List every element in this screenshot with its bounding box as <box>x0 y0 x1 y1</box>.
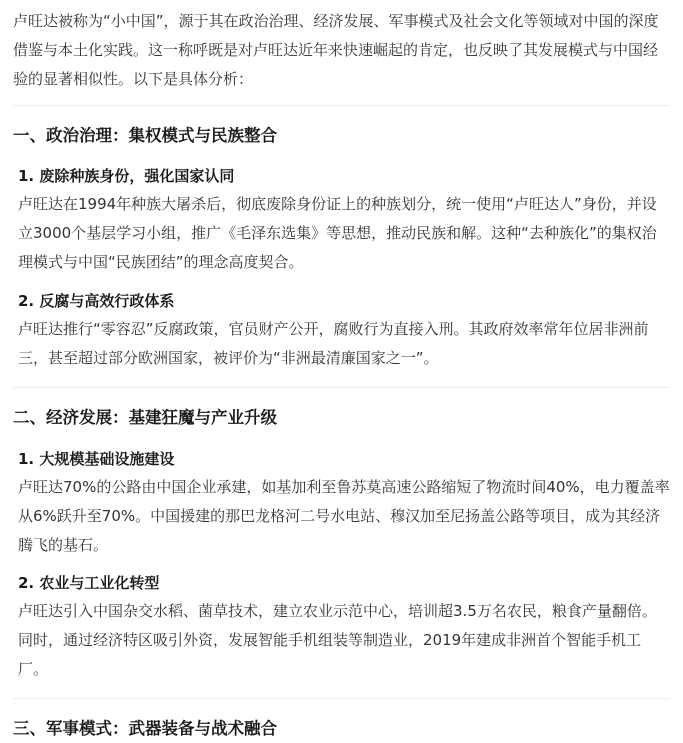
subsection-paragraph: 卢旺达推行“零容忍”反腐政策，官员财产公开，腐败行为直接入刑。其政府效率常年位居非洲前三，甚至超过部分欧洲国家，被评价为“非洲最清廉国家之一”。 <box>18 320 649 367</box>
subsection-1-2 <box>13 290 670 373</box>
section-divider <box>13 698 670 699</box>
subsection-paragraph: 卢旺达在1994年种族大屠杀后，彻底废除身份证上的种族划分，统一使用“卢旺达人”身份，并设立3000个基层学习小组，推广《毛泽东选集》等思想，推动民族和解。这种“去种族化”的集权治理模式与中国“民族团结”的理念高度契合。 <box>18 195 657 271</box>
subsection-1-1 <box>13 165 670 277</box>
section-title: 三、军事模式：武器装备与战术融合 <box>13 719 277 738</box>
subsection-paragraph: 卢旺达引入中国杂交水稻、菌草技术，建立农业示范中心，培训超3.5万名农民，粮食产量翻倍。同时，通过经济特区吸引外资，发展智能手机组装等制造业，2019年建成非洲首个智能手机工厂。 <box>18 602 657 678</box>
intro-block <box>13 0 670 94</box>
subsection-2-1 <box>13 448 670 560</box>
subsection-paragraph: 卢旺达70%的公路由中国企业承建，如基加利至鲁苏莫高速公路缩短了物流时间40%，电力覆盖率从6%跃升至70%。中国援建的那巴龙格河二号水电站、穆汉加至尼扬盖公路等项目，成为其经济腾飞的基石。 <box>18 478 670 554</box>
section-divider <box>13 105 670 106</box>
subsection-title: 2. 反腐与高效行政体系 <box>18 292 175 310</box>
section-divider <box>13 387 670 388</box>
section-2 <box>13 406 670 430</box>
intro-paragraph: 卢旺达被称为“小中国”，源于其在政治治理、经济发展、军事模式及社会文化等领域对中国的深度借鉴与本土化实践。这一称呼既是对卢旺达近年来快速崛起的肯定，也反映了其发展模式与中国经验的显著相似性。以下是具体分析： <box>13 12 659 88</box>
section-3 <box>13 717 670 741</box>
subsection-2-2 <box>13 572 670 684</box>
subsection-title: 1. 废除种族身份，强化国家认同 <box>18 167 235 185</box>
section-title: 二、经济发展：基建狂魔与产业升级 <box>13 408 277 427</box>
subsection-title: 2. 农业与工业化转型 <box>18 574 160 592</box>
section-1 <box>13 124 670 148</box>
subsection-title: 1. 大规模基础设施建设 <box>18 450 175 468</box>
section-title: 一、政治治理：集权模式与民族整合 <box>13 126 277 145</box>
